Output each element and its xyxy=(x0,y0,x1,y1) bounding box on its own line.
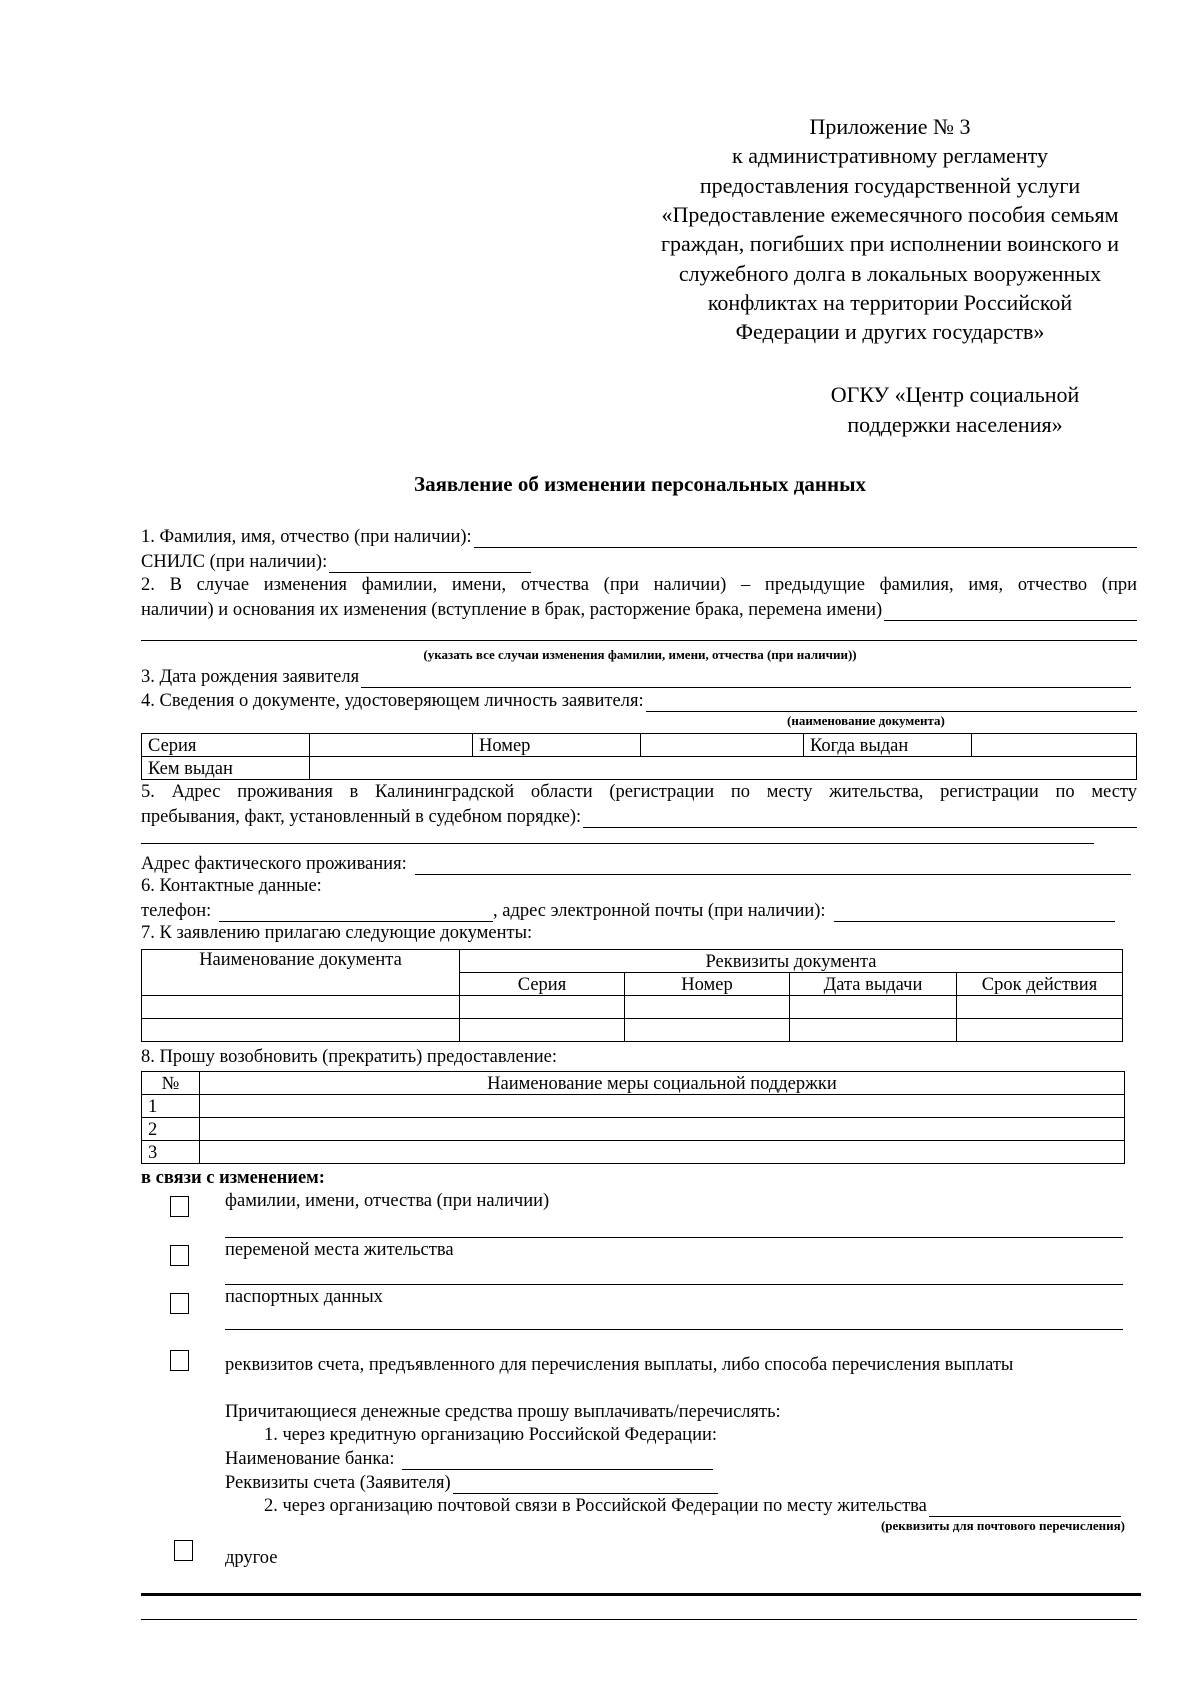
previous-names-line[interactable] xyxy=(141,640,1137,641)
option-label: реквизитов счета, предъявленного для перечисления выплаты, либо способа перечисления выплаты xyxy=(225,1355,1014,1375)
measure-name-header: Наименование меры социальной поддержки xyxy=(200,1072,1125,1095)
account-field[interactable] xyxy=(225,1472,718,1494)
cell[interactable] xyxy=(460,1019,625,1042)
checkbox-residence-change[interactable] xyxy=(170,1245,189,1266)
post-option-field[interactable] xyxy=(264,1495,1121,1517)
cell[interactable] xyxy=(142,996,460,1019)
actual-address-input[interactable] xyxy=(415,857,1131,875)
series-input[interactable] xyxy=(310,734,473,757)
bank-name-input[interactable] xyxy=(402,1452,713,1470)
full-name-field[interactable] xyxy=(141,526,1137,548)
number-input[interactable] xyxy=(641,734,804,757)
table-row xyxy=(142,1019,1123,1042)
no-header: № xyxy=(142,1072,200,1095)
checkbox-other[interactable] xyxy=(174,1540,193,1561)
payment-option-bank: 1. через кредитную организацию Российской Федерации: xyxy=(264,1425,718,1445)
snils-field[interactable] xyxy=(141,551,531,573)
issued-when-label: Когда выдан xyxy=(804,734,972,757)
item2-text: 2. В случае изменения фамилии, имени, отчества (при наличии) – предыдущие фамилия, имя, отчество (при xyxy=(141,575,1137,595)
col-series: Серия xyxy=(460,973,625,996)
payment-option-post: 2. через организацию почтовой связи в Российской Федерации по месту жительства xyxy=(264,1496,927,1516)
header-line: служебного долга в локальных вооруженных xyxy=(678,261,1102,286)
actual-address-label: Адрес фактического проживания: xyxy=(141,854,407,874)
birth-date-input[interactable] xyxy=(361,670,1131,688)
id-document-note: (наименование документа) xyxy=(787,713,945,728)
cell[interactable] xyxy=(200,1118,1125,1141)
addressee-line: ОГКУ «Центр социальной xyxy=(830,382,1080,407)
bank-name-label: Наименование банка: xyxy=(225,1449,395,1469)
cell[interactable] xyxy=(957,1019,1123,1042)
requisites-header: Реквизиты документа xyxy=(460,950,1123,973)
full-name-input[interactable] xyxy=(474,530,1137,548)
col-issue-date: Дата выдачи xyxy=(790,973,957,996)
other-details-line[interactable] xyxy=(141,1619,1137,1620)
checkbox-passport-change[interactable] xyxy=(170,1293,189,1314)
option-details-line[interactable] xyxy=(225,1284,1123,1285)
snils-input[interactable] xyxy=(329,555,531,573)
checkbox-name-change[interactable] xyxy=(170,1196,189,1217)
option-label: фамилии, имени, отчества (при наличии) xyxy=(225,1191,550,1211)
addressee-line: поддержки населения» xyxy=(847,412,1063,437)
number-label: Номер xyxy=(473,734,641,757)
header-line: предоставления государственной услуги xyxy=(699,173,1081,198)
table-row xyxy=(142,996,1123,1019)
header-line: конфликтах на территории Российской xyxy=(707,290,1073,315)
email-label: , адрес электронной почты (при наличии): xyxy=(493,901,826,921)
cell[interactable] xyxy=(790,996,957,1019)
full-name-label: 1. Фамилия, имя, отчество (при наличии): xyxy=(141,527,472,547)
issued-by-input[interactable] xyxy=(310,757,1137,780)
item2-note: (указать все случаи изменения фамилии, имени, отчества (при наличии)) xyxy=(423,647,857,662)
actual-address-field[interactable] xyxy=(141,853,1131,875)
col-expiry: Срок действия xyxy=(957,973,1123,996)
option-details-line[interactable] xyxy=(225,1329,1123,1330)
attachments-label: 7. К заявлению прилагаю следующие документы: xyxy=(141,923,533,943)
col-number: Номер xyxy=(625,973,790,996)
issued-when-input[interactable] xyxy=(972,734,1137,757)
registration-address-field[interactable] xyxy=(141,806,1137,828)
email-input[interactable] xyxy=(834,904,1115,922)
item5-text: 5. Адрес проживания в Калининградской области (регистрации по месту жительства, регистрации по месту xyxy=(141,782,1137,802)
registration-address-input[interactable] xyxy=(583,810,1137,828)
table-row xyxy=(142,1141,1125,1164)
item2-text: наличии) и основания их изменения (вступление в брак, расторжение брака, перемена имени) xyxy=(141,600,883,620)
header-line: Федерации и других государств» xyxy=(735,319,1045,344)
cell[interactable] xyxy=(790,1019,957,1042)
payment-intro: Причитающиеся денежные средства прошу выплачивать/перечислять: xyxy=(225,1402,781,1422)
cell[interactable] xyxy=(200,1141,1125,1164)
measures-table xyxy=(141,1071,1125,1164)
row-number: 2 xyxy=(142,1118,200,1141)
table-row xyxy=(142,1118,1125,1141)
attachments-table xyxy=(141,949,1123,1042)
header-line: «Предоставление ежемесячного пособия семьям xyxy=(661,202,1119,227)
form-title: Заявление об изменении персональных данных xyxy=(413,472,867,496)
account-label: Реквизиты счета (Заявителя) xyxy=(225,1473,451,1493)
option-label: другое xyxy=(225,1548,278,1568)
cell[interactable] xyxy=(142,1019,460,1042)
birth-date-label: 3. Дата рождения заявителя xyxy=(141,667,360,687)
reason-label: в связи с изменением: xyxy=(141,1168,325,1188)
doc-name-header: Наименование документа xyxy=(142,950,460,996)
header-line: Приложение № 3 xyxy=(809,114,971,139)
snils-label: СНИЛС (при наличии): xyxy=(141,552,328,572)
cell[interactable] xyxy=(625,996,790,1019)
issued-by-label: Кем выдан xyxy=(142,757,310,780)
cell[interactable] xyxy=(460,996,625,1019)
account-input[interactable] xyxy=(453,1476,718,1494)
bank-name-field[interactable] xyxy=(225,1448,713,1470)
id-document-table xyxy=(141,733,1137,780)
cell[interactable] xyxy=(200,1095,1125,1118)
row-number: 1 xyxy=(142,1095,200,1118)
phone-field[interactable] xyxy=(141,900,493,922)
table-row xyxy=(142,1095,1125,1118)
phone-label: телефон: xyxy=(141,901,212,921)
post-requisites-input[interactable] xyxy=(929,1499,1121,1517)
other-details-line[interactable] xyxy=(141,1593,1141,1596)
option-label: паспортных данных xyxy=(225,1287,383,1307)
contacts-label: 6. Контактные данные: xyxy=(141,876,322,896)
cell[interactable] xyxy=(625,1019,790,1042)
previous-names-input[interactable] xyxy=(884,603,1137,621)
phone-input[interactable] xyxy=(219,904,493,922)
series-label: Серия xyxy=(142,734,310,757)
row-number: 3 xyxy=(142,1141,200,1164)
id-document-field[interactable] xyxy=(141,690,1137,712)
birth-date-field[interactable] xyxy=(141,666,1131,688)
header-line: к административному регламенту xyxy=(732,143,1048,168)
checkbox-account-change[interactable] xyxy=(170,1350,189,1371)
cell[interactable] xyxy=(957,996,1123,1019)
id-document-label: 4. Сведения о документе, удостоверяющем личность заявителя: xyxy=(141,691,644,711)
post-note: (реквизиты для почтового перечисления) xyxy=(880,1518,1125,1533)
option-label: переменой места жительства xyxy=(225,1240,454,1260)
resume-label: 8. Прошу возобновить (прекратить) предоставление: xyxy=(141,1047,557,1067)
registration-address-line[interactable] xyxy=(141,843,1094,844)
email-field[interactable] xyxy=(493,900,1115,922)
option-details-line[interactable] xyxy=(225,1237,1123,1238)
item5-text: пребывания, факт, установленный в судебном порядке): xyxy=(141,807,582,827)
id-document-input[interactable] xyxy=(646,694,1137,712)
header-line: граждан, погибших при исполнении воинского и xyxy=(661,231,1119,256)
previous-names-field[interactable] xyxy=(141,599,1137,621)
